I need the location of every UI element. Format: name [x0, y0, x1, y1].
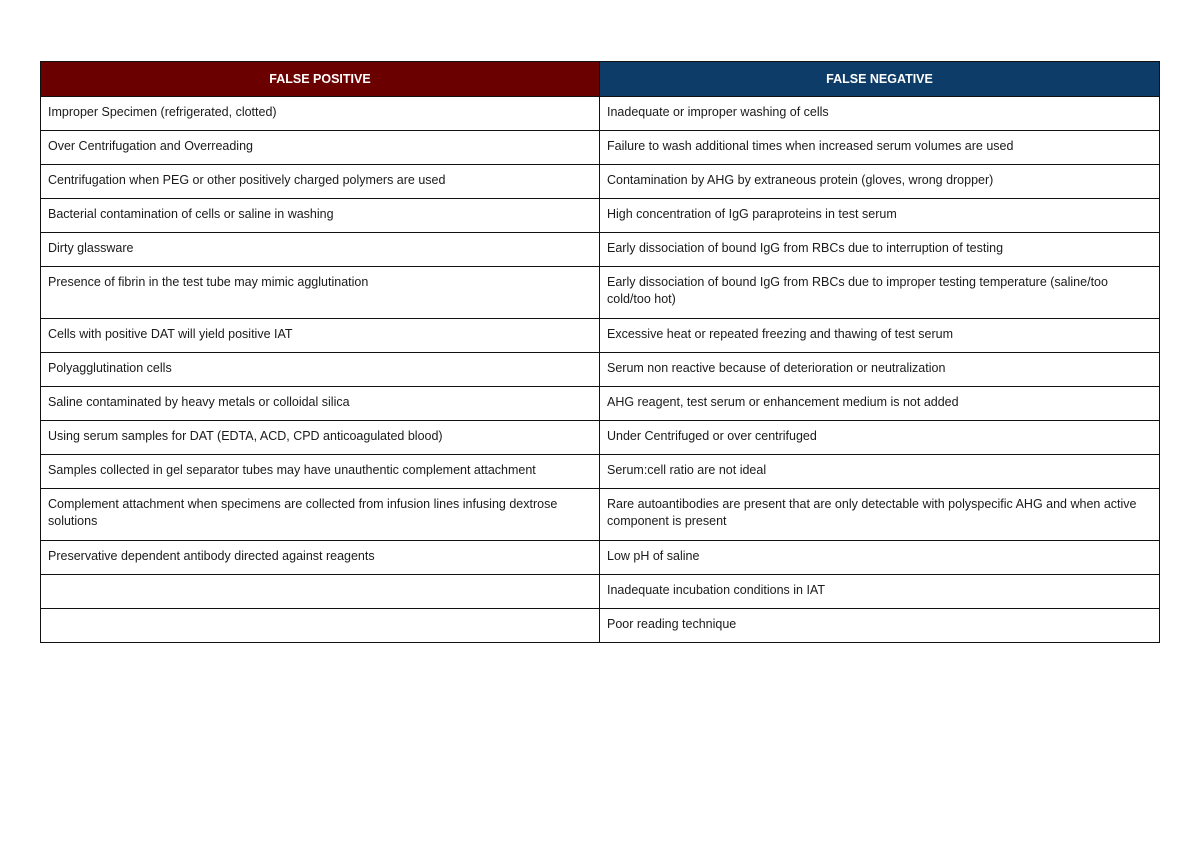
- table-row: [41, 609, 1160, 643]
- table-row: [41, 455, 1160, 489]
- false-negative-cell: Low pH of saline: [600, 541, 1160, 575]
- false-positive-cell: Preservative dependent antibody directed against reagents: [41, 541, 600, 575]
- false-positive-cell: [41, 575, 600, 609]
- false-negative-cell: Inadequate incubation conditions in IAT: [600, 575, 1160, 609]
- false-positive-cell: Centrifugation when PEG or other positively charged polymers are used: [41, 165, 600, 199]
- table-row: [41, 387, 1160, 421]
- table-row: [41, 131, 1160, 165]
- false-negative-cell: Early dissociation of bound IgG from RBCs due to improper testing temperature (saline/too cold/too hot): [600, 267, 1160, 319]
- false-negative-cell: Rare autoantibodies are present that are only detectable with polyspecific AHG and when active component is present: [600, 489, 1160, 541]
- false-positive-cell: Bacterial contamination of cells or saline in washing: [41, 199, 600, 233]
- table-row: [41, 353, 1160, 387]
- false-positive-cell: Samples collected in gel separator tubes may have unauthentic complement attachment: [41, 455, 600, 489]
- false-negative-cell: High concentration of IgG paraproteins in test serum: [600, 199, 1160, 233]
- false-negative-cell: Serum:cell ratio are not ideal: [600, 455, 1160, 489]
- table-row: [41, 489, 1160, 541]
- false-negative-cell: Serum non reactive because of deterioration or neutralization: [600, 353, 1160, 387]
- false-negative-header: FALSE NEGATIVE: [600, 62, 1160, 97]
- false-positive-cell: [41, 609, 600, 643]
- false-positive-cell: Using serum samples for DAT (EDTA, ACD, CPD anticoagulated blood): [41, 421, 600, 455]
- table-row: [41, 267, 1160, 319]
- false-positive-cell: Over Centrifugation and Overreading: [41, 131, 600, 165]
- false-results-table: [40, 61, 1160, 643]
- false-positive-cell: Presence of fibrin in the test tube may mimic agglutination: [41, 267, 600, 319]
- false-negative-cell: Excessive heat or repeated freezing and thawing of test serum: [600, 319, 1160, 353]
- false-positive-cell: Polyagglutination cells: [41, 353, 600, 387]
- false-positive-header: FALSE POSITIVE: [41, 62, 600, 97]
- false-negative-cell: Poor reading technique: [600, 609, 1160, 643]
- false-positive-cell: Dirty glassware: [41, 233, 600, 267]
- false-negative-cell: Early dissociation of bound IgG from RBCs due to interruption of testing: [600, 233, 1160, 267]
- false-positive-cell: Complement attachment when specimens are collected from infusion lines infusing dextrose solutions: [41, 489, 600, 541]
- table-row: [41, 165, 1160, 199]
- false-negative-cell: AHG reagent, test serum or enhancement medium is not added: [600, 387, 1160, 421]
- table-row: [41, 319, 1160, 353]
- table-row: [41, 575, 1160, 609]
- false-positive-cell: Saline contaminated by heavy metals or colloidal silica: [41, 387, 600, 421]
- false-positive-cell: Improper Specimen (refrigerated, clotted): [41, 97, 600, 131]
- table-body: [41, 97, 1160, 643]
- false-positive-cell: Cells with positive DAT will yield positive IAT: [41, 319, 600, 353]
- false-negative-cell: Failure to wash additional times when increased serum volumes are used: [600, 131, 1160, 165]
- table-row: [41, 421, 1160, 455]
- table-row: [41, 199, 1160, 233]
- table-row: [41, 97, 1160, 131]
- table-row: [41, 541, 1160, 575]
- table-header: [41, 62, 1160, 97]
- false-negative-cell: Under Centrifuged or over centrifuged: [600, 421, 1160, 455]
- header-row: [41, 62, 1160, 97]
- false-negative-cell: Inadequate or improper washing of cells: [600, 97, 1160, 131]
- false-negative-cell: Contamination by AHG by extraneous protein (gloves, wrong dropper): [600, 165, 1160, 199]
- table-row: [41, 233, 1160, 267]
